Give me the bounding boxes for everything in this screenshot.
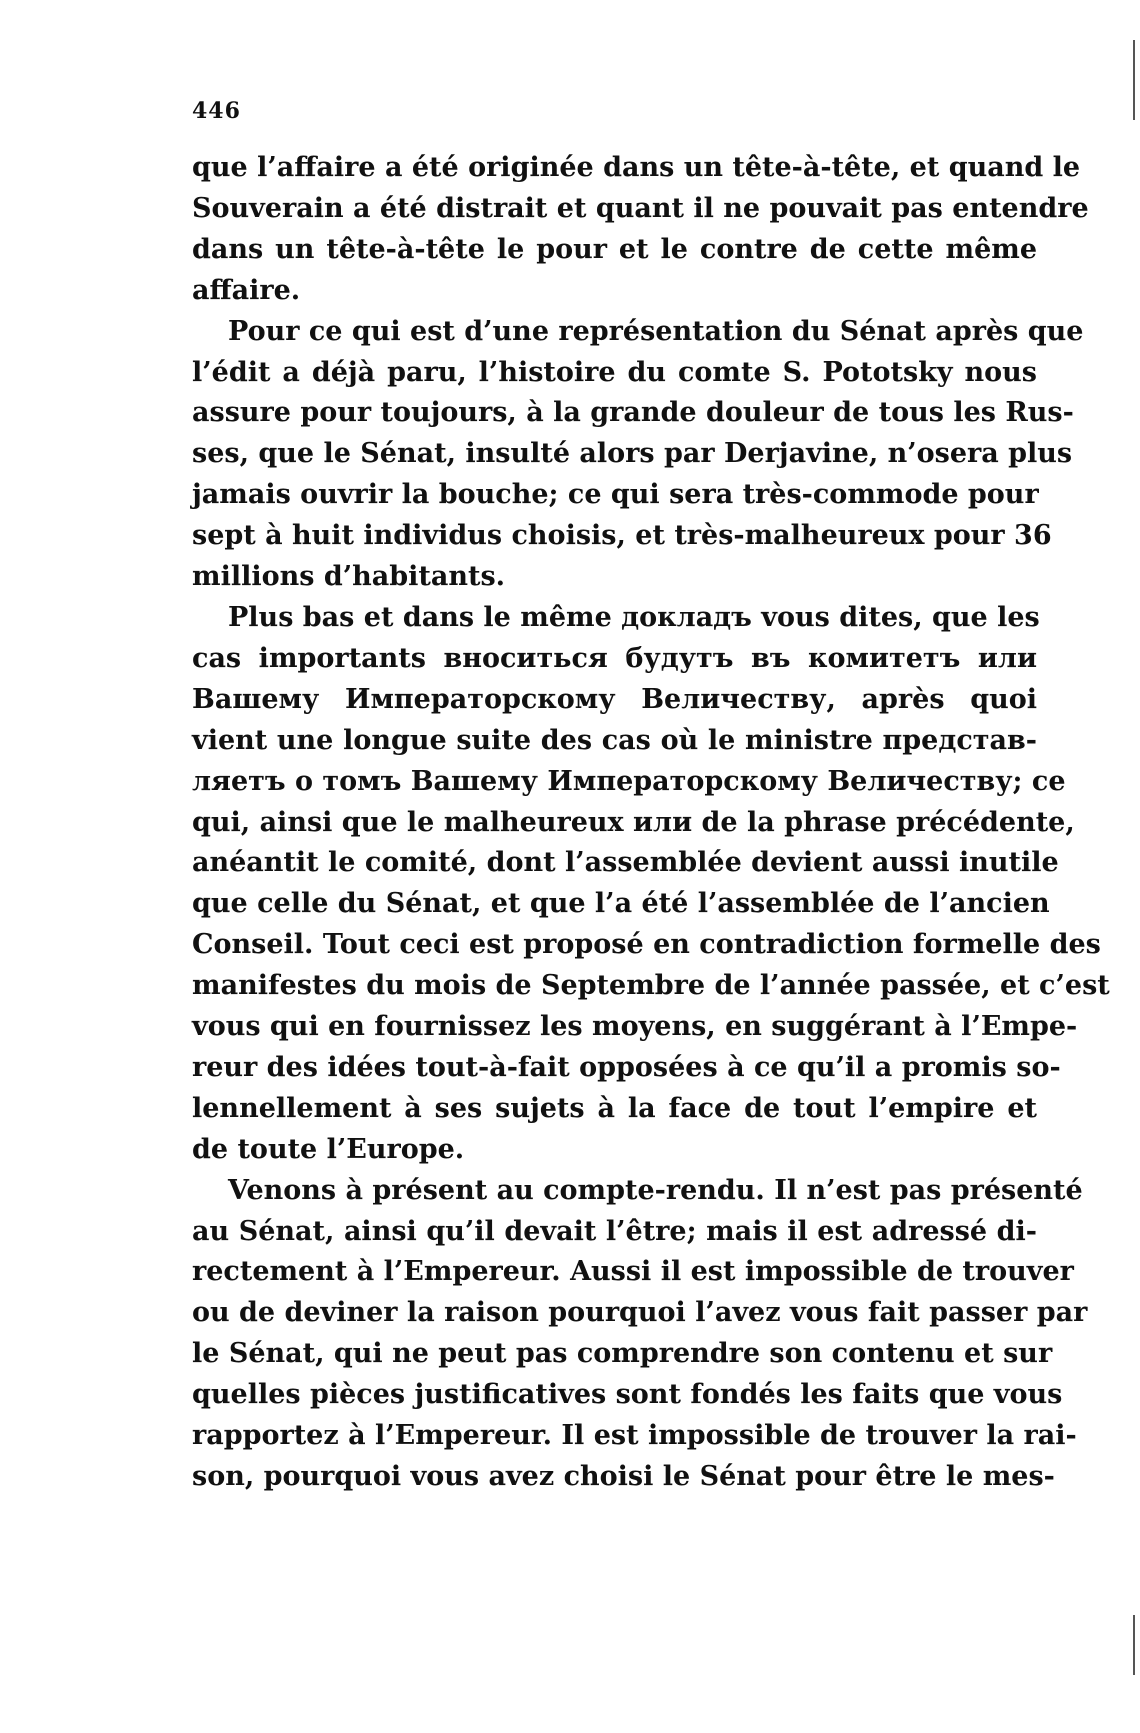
text-line: Plus bas et dans le même докладъ vous dites, que les <box>228 601 1040 633</box>
text-line: affaire. <box>192 274 301 306</box>
text-line: cas importants вноситься будутъ въ комитетъ или <box>192 642 1037 674</box>
text-line: millions d’habitants. <box>192 561 506 593</box>
paragraph-2 <box>192 312 1084 598</box>
text-line: anéantit le comité, dont l’assemblée devient aussi inutile <box>192 847 1059 879</box>
text-line: le Sénat, qui ne peut pas comprendre son contenu et sur <box>192 1338 1053 1370</box>
text-line: Souverain a été distrait et quant il ne pouvait pas entendre <box>192 192 1089 224</box>
paragraph-3 <box>192 598 1110 1171</box>
text-line: sept à huit individus choisis, et très-malheureux pour 36 <box>192 520 1052 552</box>
text-line: jamais ouvrir la bouche; ce qui sera très-commode pour <box>192 479 1039 511</box>
text-line: ses, que le Sénat, insulté alors par Derjavine, n’osera plus <box>192 438 1073 470</box>
text-line: rapportez à l’Empereur. Il est impossible de trouver la rai- <box>192 1420 1077 1452</box>
text-line: ляетъ о томъ Вашему Императорскому Величеству; ce <box>192 765 1066 797</box>
text-line: reur des idées tout-à-fait opposées à ce qu’il a promis so- <box>192 1051 1061 1083</box>
body-text <box>192 148 1110 1498</box>
scan-edge-mark-top <box>1133 40 1135 120</box>
text-line: Venons à présent au compte-rendu. Il n’est pas présenté <box>228 1174 1083 1206</box>
text-line: au Sénat, ainsi qu’il devait l’être; mais il est adressé di- <box>192 1215 1037 1247</box>
text-line: manifestes du mois de Septembre de l’année passée, et c’est <box>192 970 1110 1002</box>
text-line: son, pourquoi vous avez choisi le Sénat pour être le mes- <box>192 1461 1055 1492</box>
text-line: quelles pièces justificatives sont fondés les faits que vous <box>192 1379 1063 1411</box>
text-line: que celle du Sénat, et que l’a été l’assemblée de l’ancien <box>192 888 1050 920</box>
text-line: l’édit a déjà paru, l’histoire du comte S. Pototsky nous <box>192 356 1037 388</box>
text-line: qui, ainsi que le malheureux или de la phrase précédente, <box>192 806 1075 838</box>
scan-edge-mark-bottom <box>1133 1615 1135 1675</box>
text-line: vous qui en fournissez les moyens, en suggérant à l’Empe- <box>192 1011 1078 1043</box>
text-line: lennellement à ses sujets à la face de tout l’empire et <box>192 1092 1037 1124</box>
text-line: vient une longue suite des cas où le ministre представ- <box>192 724 1037 756</box>
text-line: assure pour toujours, à la grande douleur de tous les Rus- <box>192 397 1074 429</box>
text-line: que l’affaire a été originée dans un tête-à-tête, et quand le <box>192 152 1081 183</box>
text-line: ou de deviner la raison pourquoi l’avez vous fait passer par <box>192 1297 1088 1329</box>
paragraph-1 <box>192 148 1089 312</box>
text-line: de toute l’Europe. <box>192 1133 465 1165</box>
text-line: rectement à l’Empereur. Aussi il est impossible de trouver <box>192 1256 1074 1288</box>
text-line: dans un tête-à-tête le pour et le contre de cette même <box>192 233 1037 265</box>
page-number: 446 <box>192 98 241 124</box>
text-line: Pour ce qui est d’une représentation du Sénat après que <box>228 315 1084 347</box>
paragraph-4 <box>192 1171 1088 1498</box>
text-line: Вашему Императорскому Величеству, après quoi <box>192 683 1037 715</box>
text-line: Conseil. Tout ceci est proposé en contradiction formelle des <box>192 929 1101 961</box>
